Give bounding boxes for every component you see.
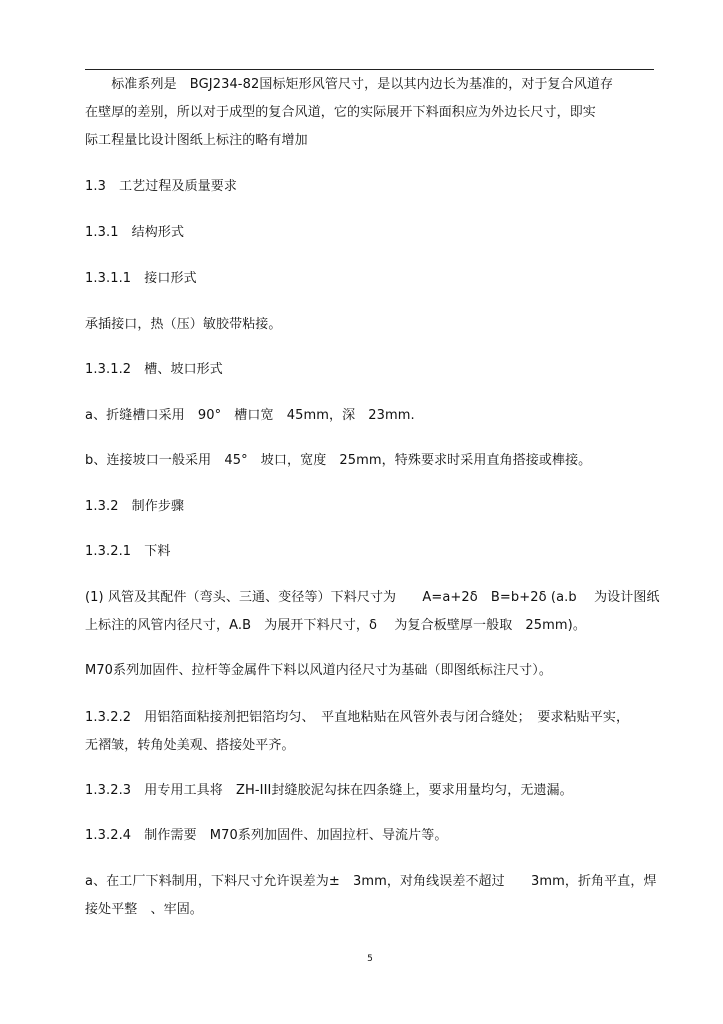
- text-line: 接处平整 、牢固。: [85, 902, 203, 917]
- section-heading: 1.3.2 制作步骤: [85, 499, 185, 514]
- text-line: 上标注的风管内径尺寸，A.B 为展开下料尺寸，δ 为复合板壁厚一般取 25mm)。: [85, 618, 586, 633]
- page-number: 5: [367, 954, 373, 964]
- text-line: 1.3.2.3 用专用工具将 ZH-III封缝胶泥勾抹在四条缝上，要求用量均匀，无遗漏。: [85, 783, 573, 798]
- section-heading: 1.3.1.2 槽、坡口形式: [85, 362, 223, 377]
- text-line: M70系列加固件、拉杆等金属件下料以风道内径尺寸为基础（即图纸标注尺寸）。: [85, 663, 552, 678]
- text-line: 1.3.2.4 制作需要 M70系列加固件、加固拉杆、导流片等。: [85, 828, 448, 843]
- text-line: b、连接坡口一般采用 45° 坡口，宽度 25mm，特殊要求时采用直角搭接或榫接。: [85, 453, 592, 468]
- text-line: 际工程量比设计图纸上标注的略有增加: [85, 133, 308, 148]
- text-line: 1.3.2.2 用铝箔面粘接剂把铝箔均匀、 平直地粘贴在风管外表与闭合缝处； 要求粘贴平实，: [85, 710, 630, 725]
- section-heading: 1.3 工艺过程及质量要求: [85, 179, 237, 194]
- text-line: (1) 风管及其配件（弯头、三通、变径等）下料尺寸为 A=a+2δ B=b+2δ (a.b 为设计图纸: [85, 590, 660, 605]
- section-heading: 1.3.1 结构形式: [85, 225, 185, 240]
- text-line: 无褶皱，转角处美观、搭接处平齐。: [85, 738, 295, 753]
- text-line: a、在工厂下料制用，下料尺寸允许误差为± 3mm，对角线误差不超过 3mm，折角平直，焊: [85, 874, 657, 889]
- text-line: 在壁厚的差别，所以对于成型的复合风道，它的实际展开下料面积应为外边长尺寸，即实: [85, 105, 596, 120]
- text-line: 承插接口，热（压）敏胶带粘接。: [85, 317, 282, 332]
- header-rule: [85, 69, 654, 70]
- text-line: 标准系列是 BGJ234-82国标矩形风管尺寸，是以其内边长为基准的，对于复合风道存: [85, 77, 614, 92]
- section-heading: 1.3.1.1 接口形式: [85, 271, 197, 286]
- text-line: a、折缝槽口采用 90° 槽口宽 45mm，深 23mm.: [85, 408, 415, 423]
- section-heading: 1.3.2.1 下料: [85, 544, 171, 559]
